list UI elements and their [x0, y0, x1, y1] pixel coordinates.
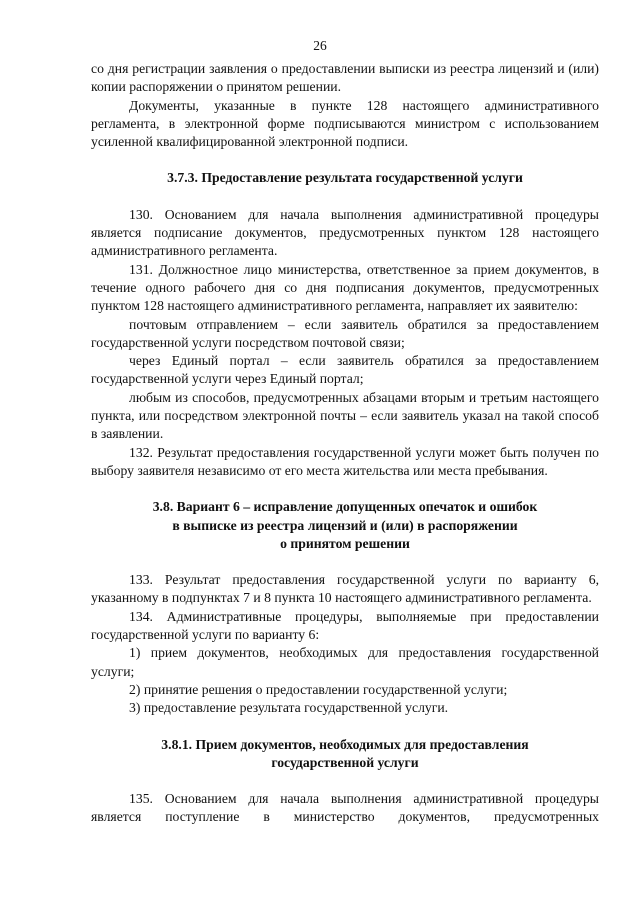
document-body: [91, 60, 599, 827]
heading-line: государственной услуги: [271, 754, 419, 770]
heading-line: 3.7.3. Предоставление результата государственной услуги: [167, 170, 523, 186]
section-heading: [91, 169, 599, 187]
paragraph: 131. Должностное лицо министерства, ответственное за прием документов, в течение одного рабочего дня со дня подписания документов, предусмотренных пунктом 128 настоящего административного регламента, направляет их заявителю:: [91, 261, 599, 314]
paragraph: 130. Основанием для начала выполнения административной процедуры является подписание документов, предусмотренных пунктом 128 настоящего административного регламента.: [91, 206, 599, 259]
heading-line: 3.8.1. Прием документов, необходимых для предоставления: [161, 736, 529, 752]
heading-line: в выписке из реестра лицензий и (или) в распоряжении: [172, 517, 518, 533]
paragraph: 133. Результат предоставления государственной услуги по варианту 6, указанному в подпунктах 7 и 8 пункта 10 настоящего административного регламента.: [91, 572, 599, 606]
paragraph: 132. Результат предоставления государственной услуги может быть получен по выбору заявителя независимо от его места жительства или места пребывания.: [91, 444, 599, 478]
paragraph: 134. Административные процедуры, выполняемые при предоставлении государственной услуги по варианту 6:: [91, 608, 599, 643]
paragraph: через Единый портал – если заявитель обратился за предоставлением государственной услуги через Единый портал;: [91, 353, 599, 387]
heading-line: 3.8. Вариант 6 – исправление допущенных опечаток и ошибок: [152, 499, 538, 515]
paragraph: любым из способов, предусмотренных абзацами вторым и третьим настоящего пункта, или посредством электронной почты – если заявитель указал на такой способ в заявлении.: [91, 389, 599, 442]
paragraph: 3) предоставление результата государственной услуги.: [129, 700, 449, 716]
heading-line: о принятом решении: [280, 535, 410, 551]
paragraph: 1) прием документов, необходимых для предоставления государственной услуги;: [91, 645, 599, 679]
page-number: 26: [313, 38, 327, 53]
paragraph: 2) принятие решения о предоставлении государственной услуги;: [129, 681, 508, 697]
paragraph: 135. Основанием для начала выполнения административной процедуры является поступление в министерство документов, предусмотренных: [91, 791, 599, 825]
paragraph: со дня регистрации заявления о предоставлении выписки из реестра лицензий и (или) копии распоряжении о принятом решении.: [91, 61, 599, 95]
section-heading: [91, 498, 599, 553]
section-heading: [91, 736, 599, 773]
paragraph: Документы, указанные в пункте 128 настоящего административного регламента, в электронной форме подписываются министром с использованием усиленной квалифицированной электронной подписи.: [91, 97, 599, 150]
paragraph: почтовым отправлением – если заявитель обратился за предоставлением государственной услуги посредством почтовой связи;: [91, 316, 599, 350]
